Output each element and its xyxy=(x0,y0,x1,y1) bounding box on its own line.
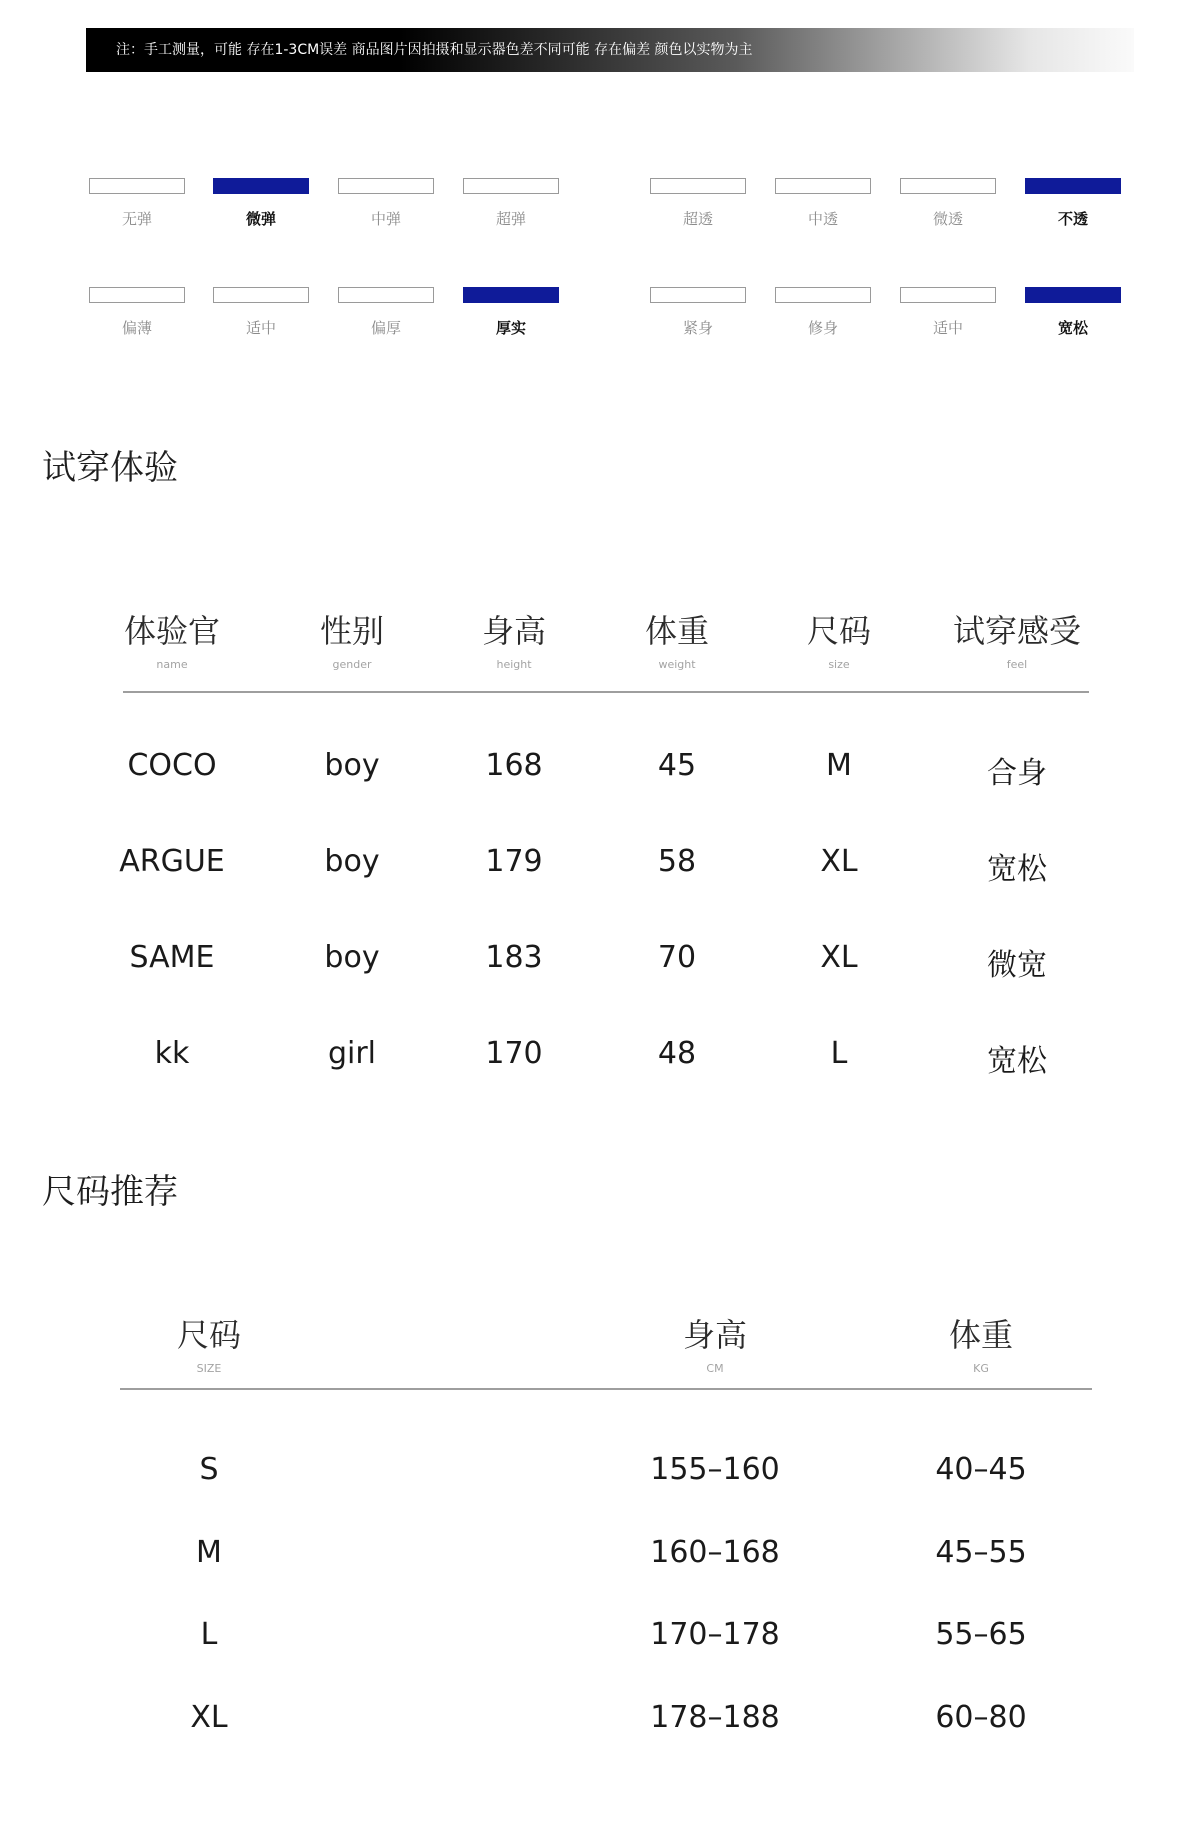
header-zh: 身高 xyxy=(682,1316,747,1354)
option-label: 厚实 xyxy=(495,319,526,337)
thickness-option xyxy=(89,287,185,338)
option-label: 微弹 xyxy=(245,210,276,228)
transparency-option xyxy=(900,178,996,229)
table-cell: boy xyxy=(324,748,380,783)
option-label: 偏厚 xyxy=(370,319,401,337)
header-zh: 尺码 xyxy=(176,1316,241,1354)
option-label: 适中 xyxy=(932,319,963,337)
header-divider xyxy=(123,691,1089,693)
table-cell: 70 xyxy=(657,940,697,975)
elasticity-option xyxy=(89,178,185,229)
header-en: name xyxy=(156,658,188,671)
indicator-bar xyxy=(900,178,996,194)
header-en: height xyxy=(496,658,532,671)
table-cell: 宽松 xyxy=(987,852,1047,887)
table-cell: 48 xyxy=(657,1036,697,1071)
selected-indicator-bar xyxy=(1025,287,1121,303)
header-en: weight xyxy=(658,658,696,671)
option-label: 偏薄 xyxy=(121,319,152,337)
table-cell: 45 xyxy=(657,748,697,783)
table-cell: ARGUE xyxy=(119,844,225,879)
table-cell: kk xyxy=(154,1036,190,1071)
transparency-option xyxy=(1025,178,1121,229)
header-zh: 尺码 xyxy=(806,612,871,650)
table-cell: L xyxy=(830,1036,848,1071)
table-cell: S xyxy=(199,1452,219,1487)
selected-indicator-bar xyxy=(1025,178,1121,194)
table-cell: 183 xyxy=(485,940,543,975)
indicator-bar xyxy=(650,287,746,303)
table-cell: XL xyxy=(190,1700,228,1735)
size-recommendation-title: 尺码推荐 xyxy=(42,1172,178,1212)
option-label: 超弹 xyxy=(495,210,526,228)
elasticity-option xyxy=(338,178,434,229)
indicator-bar xyxy=(775,178,871,194)
option-label: 修身 xyxy=(807,319,838,337)
header-en: size xyxy=(828,658,850,671)
indicator-bar xyxy=(89,178,185,194)
option-label: 中透 xyxy=(807,210,838,228)
indicator-bar xyxy=(338,178,434,194)
table-cell: girl xyxy=(327,1036,377,1071)
header-en: KG xyxy=(973,1362,989,1375)
indicator-bar xyxy=(338,287,434,303)
indicator-bar xyxy=(650,178,746,194)
table-cell: XL xyxy=(820,940,858,975)
column-header-height xyxy=(429,606,599,671)
table-cell: boy xyxy=(324,844,380,879)
column-header-weight xyxy=(592,606,762,671)
option-label: 中弹 xyxy=(370,210,401,228)
fit-option xyxy=(900,287,996,338)
header-zh: 试穿感受 xyxy=(952,612,1081,650)
column-header-cm xyxy=(595,1310,835,1375)
table-cell: M xyxy=(196,1535,222,1570)
indicator-bar xyxy=(900,287,996,303)
option-label: 宽松 xyxy=(1057,319,1088,337)
column-header-size xyxy=(754,606,924,671)
elasticity-option xyxy=(213,178,309,229)
header-en: SIZE xyxy=(196,1362,222,1375)
fit-option xyxy=(1025,287,1121,338)
header-zh: 体重 xyxy=(948,1316,1013,1354)
table-cell: 55–65 xyxy=(935,1617,1027,1652)
option-label: 适中 xyxy=(245,319,276,337)
column-header-feel xyxy=(932,606,1102,671)
selected-indicator-bar xyxy=(463,287,559,303)
table-cell: 168 xyxy=(485,748,543,783)
thickness-option xyxy=(213,287,309,338)
table-cell: 宽松 xyxy=(987,1044,1047,1079)
header-zh: 身高 xyxy=(481,612,546,650)
column-header-size xyxy=(89,1310,329,1375)
header-en: gender xyxy=(332,658,372,671)
table-cell: M xyxy=(826,748,852,783)
table-cell: 45–55 xyxy=(935,1535,1027,1570)
measurement-notice-banner xyxy=(86,28,1134,72)
table-cell: 170 xyxy=(485,1036,543,1071)
indicator-bar xyxy=(775,287,871,303)
table-cell: 40–45 xyxy=(935,1452,1027,1487)
elasticity-option xyxy=(463,178,559,229)
option-label: 微透 xyxy=(932,210,963,228)
table-cell: COCO xyxy=(127,748,217,783)
column-header-kg xyxy=(861,1310,1101,1375)
header-en: feel xyxy=(1006,658,1028,671)
thickness-option xyxy=(463,287,559,338)
header-divider xyxy=(120,1388,1092,1390)
option-label: 紧身 xyxy=(682,319,713,337)
transparency-option xyxy=(775,178,871,229)
option-label: 无弹 xyxy=(121,210,152,228)
table-cell: 合身 xyxy=(987,756,1047,791)
table-cell: 58 xyxy=(657,844,697,879)
table-cell: 179 xyxy=(485,844,543,879)
selected-indicator-bar xyxy=(213,178,309,194)
option-label: 超透 xyxy=(682,210,713,228)
notice-text: 注：手工测量，可能 存在1-3CM误差 商品图片因拍摄和显示器色差不同可能 存在偏差 颜色以实物为主 xyxy=(116,42,753,58)
fit-option xyxy=(775,287,871,338)
table-cell: XL xyxy=(820,844,858,879)
table-cell: 160–168 xyxy=(650,1535,780,1570)
header-zh: 体重 xyxy=(644,612,709,650)
table-cell: L xyxy=(200,1617,218,1652)
table-cell: 178–188 xyxy=(650,1700,780,1735)
fit-option xyxy=(650,287,746,338)
header-zh: 体验官 xyxy=(123,612,220,650)
table-cell: 微宽 xyxy=(987,948,1047,983)
table-cell: 155–160 xyxy=(650,1452,780,1487)
indicator-bar xyxy=(213,287,309,303)
column-header-gender xyxy=(267,606,437,671)
transparency-option xyxy=(650,178,746,229)
trial-section-title: 试穿体验 xyxy=(42,448,178,488)
column-header-name xyxy=(87,606,257,671)
indicator-bar xyxy=(463,178,559,194)
table-cell: boy xyxy=(324,940,380,975)
table-cell: 170–178 xyxy=(650,1617,780,1652)
option-label: 不透 xyxy=(1057,210,1088,228)
indicator-bar xyxy=(89,287,185,303)
table-cell: 60–80 xyxy=(935,1700,1027,1735)
header-zh: 性别 xyxy=(319,612,384,650)
header-en: CM xyxy=(706,1362,724,1375)
thickness-option xyxy=(338,287,434,338)
table-cell: SAME xyxy=(129,940,215,975)
